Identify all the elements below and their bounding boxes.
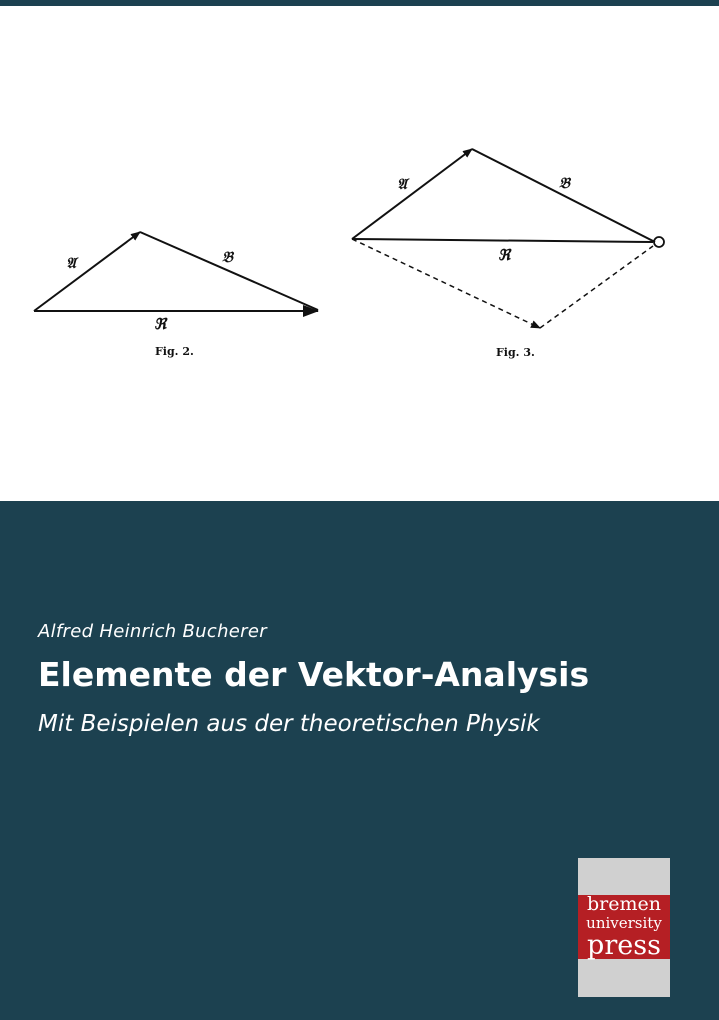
cover-illustration <box>0 6 719 501</box>
fig2-caption: Fig. 2. <box>155 345 194 358</box>
fig2-vector-b <box>140 232 318 310</box>
fig3-label-r: ℜ <box>498 246 511 264</box>
logo-text-bremen: bremen <box>587 893 661 915</box>
fig2-label-a: 𝔄 <box>66 254 76 272</box>
book-title: Elemente der Vektor-Analysis <box>38 655 590 694</box>
fig3-caption: Fig. 3. <box>496 346 535 359</box>
fig3-vector-r <box>352 239 653 242</box>
fig2-label-r: ℜ <box>154 315 167 333</box>
figure-2 <box>34 232 318 358</box>
logo-text-press: press <box>587 930 661 961</box>
vector-diagrams <box>0 6 719 501</box>
cover-text-panel <box>0 501 719 1020</box>
fig3-label-a: 𝔄 <box>397 175 407 193</box>
book-subtitle: Mit Beispielen aus der theoretischen Physik <box>38 711 540 737</box>
fig2-vector-a <box>34 232 140 311</box>
fig3-label-b: 𝔅 <box>559 174 570 192</box>
fig3-dashed-lower-right <box>540 246 653 328</box>
fig3-dashed-lower-left <box>352 239 540 328</box>
publisher-logo <box>578 858 670 997</box>
logo-text-university: university <box>586 914 662 932</box>
fig3-endpoint-circle <box>654 237 664 247</box>
fig2-label-b: 𝔅 <box>222 248 233 266</box>
figure-3 <box>352 149 664 359</box>
fig3-vector-b <box>472 149 655 242</box>
author-name: Alfred Heinrich Bucherer <box>38 621 267 642</box>
fig3-vector-a <box>352 149 472 239</box>
